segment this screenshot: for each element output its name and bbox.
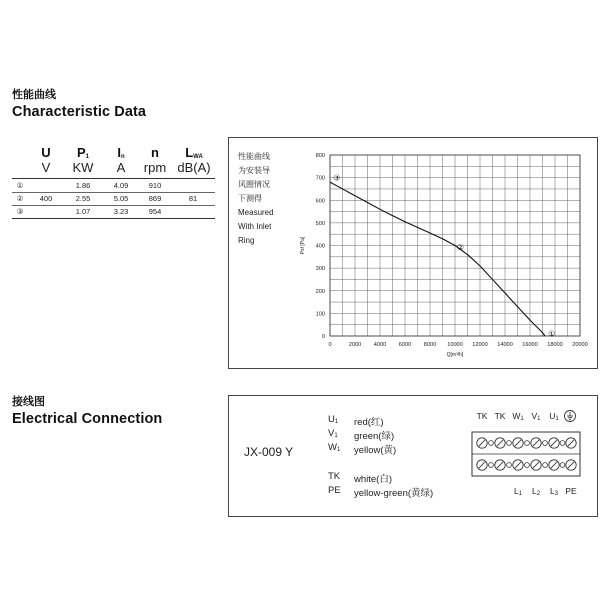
wire-symbol: V1	[328, 428, 338, 439]
wire-row-v1	[328, 428, 488, 442]
legend-line-7: Ring	[238, 236, 255, 245]
y-tick-label: 300	[315, 266, 325, 273]
wire-row-u1	[328, 414, 488, 428]
wire-symbol: TK	[328, 471, 341, 482]
row-1-p1: 1.86	[75, 181, 91, 190]
wire-description: white(白)	[354, 474, 393, 485]
x-tick-label: 4000	[373, 342, 387, 348]
x-tick-label: 8000	[423, 342, 437, 348]
wire-symbol: U1	[328, 414, 339, 425]
terminal-link-icon	[507, 441, 512, 446]
table-rule-bottom	[12, 218, 215, 219]
characteristic-en-title: Characteristic Data	[12, 104, 147, 120]
unit-v: V	[41, 160, 51, 175]
y-tick-label: 800	[315, 153, 325, 159]
x-tick-label: 12000	[472, 342, 488, 348]
terminal-link-icon	[543, 441, 548, 446]
row-2-in: 5.05	[113, 194, 129, 203]
terminal-link-icon	[525, 463, 530, 468]
legend-line-6: With Inlet	[238, 222, 272, 231]
row-2-n: 869	[148, 194, 162, 203]
wire-symbol: PE	[328, 485, 341, 496]
terminal-link-icon	[560, 441, 565, 446]
y-axis-label: Psf [Pa]	[300, 236, 306, 255]
x-tick-label: 20000	[572, 342, 588, 348]
fan-curve-line	[330, 182, 545, 336]
terminal-link-icon	[543, 463, 548, 468]
x-tick-label: 6000	[398, 342, 412, 348]
operating-point-label: ③	[333, 173, 341, 183]
legend-line-5: Measured	[238, 208, 274, 217]
terminal-label-v1: V1	[531, 411, 541, 422]
terminal-label-l1: L1	[513, 486, 523, 497]
x-tick-label: 2000	[348, 342, 362, 348]
wire-description: yellow-green(黄绿)	[354, 488, 434, 499]
wire-description: red(红)	[354, 417, 384, 428]
terminal-link-icon	[489, 463, 494, 468]
wire-description: yellow(黄)	[354, 445, 397, 456]
characteristic-cn-title: 性能曲线	[12, 89, 56, 101]
row-2-p1: 2.55	[75, 194, 91, 203]
x-tick-label: 14000	[497, 342, 513, 348]
row-3-n: 954	[148, 207, 162, 216]
y-tick-label: 400	[315, 243, 325, 250]
row-1-n: 910	[148, 181, 162, 190]
terminal-block	[468, 428, 584, 480]
row-3-marker: ③	[16, 207, 24, 216]
wire-row-w1	[328, 442, 488, 456]
model-number: JX-009 Y	[244, 445, 294, 459]
terminal-label-pe: PE	[565, 486, 577, 496]
header-p1: P1	[76, 145, 89, 160]
row-2-marker: ②	[16, 194, 24, 203]
row-3-in: 3.23	[113, 207, 129, 216]
electrical-cn-title: 接线图	[12, 396, 45, 408]
terminal-label-tk-1: TK	[476, 411, 488, 421]
terminal-label-tk-2: TK	[494, 411, 506, 421]
legend-line-1: 性能曲线	[238, 152, 270, 161]
terminal-label-l2: L2	[531, 486, 541, 497]
x-tick-label: 18000	[547, 342, 563, 348]
wire-symbol: W1	[328, 442, 341, 453]
operating-point-label: ②	[456, 243, 465, 253]
terminal-link-icon	[489, 441, 494, 446]
row-2-lwa: 81	[188, 194, 198, 203]
x-tick-label: 16000	[522, 342, 538, 348]
row-1-in: 4.09	[113, 181, 129, 190]
ground-icon	[563, 409, 577, 423]
terminal-label-u1: U1	[549, 411, 559, 422]
table-rule-2	[12, 205, 215, 206]
unit-a: A	[116, 160, 126, 175]
unit-rpm: rpm	[143, 160, 167, 175]
wire-row-pe	[328, 485, 488, 499]
terminal-label-l3: L3	[549, 486, 559, 497]
row-2-u: 400	[39, 194, 53, 203]
terminal-link-icon	[507, 463, 512, 468]
table-rule-1	[12, 192, 215, 193]
terminal-link-icon	[525, 441, 530, 446]
header-n: n	[151, 145, 159, 160]
row-1-marker: ①	[16, 181, 24, 190]
row-3-p1: 1.07	[75, 207, 91, 216]
y-tick-label: 700	[315, 175, 325, 182]
wire-row-tk	[328, 471, 488, 485]
wire-description: green(绿)	[354, 431, 395, 442]
terminal-link-icon	[560, 463, 565, 468]
y-tick-label: 0	[321, 334, 325, 340]
x-tick-label: 0	[328, 342, 332, 348]
legend-line-3: 风圈情况	[238, 180, 270, 189]
unit-dba: dB(A)	[177, 160, 211, 175]
y-tick-label: 200	[315, 288, 325, 295]
terminal-label-w1: W1	[512, 411, 524, 422]
operating-point-label: ①	[548, 329, 556, 339]
header-in: In	[117, 145, 125, 160]
y-tick-label: 600	[315, 198, 325, 205]
fan-curve-chart	[228, 137, 598, 369]
legend-line-4: 下测得	[238, 194, 262, 203]
header-lwa: LWA	[185, 145, 203, 160]
unit-kw: KW	[72, 160, 94, 175]
electrical-en-title: Electrical Connection	[12, 411, 163, 427]
header-u: U	[41, 145, 51, 160]
x-tick-label: 10000	[447, 342, 463, 348]
table-rule-top	[12, 178, 215, 179]
x-axis-label: Q[m³/h]	[446, 352, 464, 358]
y-tick-label: 500	[315, 220, 325, 227]
legend-line-2: 为安装导	[238, 166, 270, 175]
y-tick-label: 100	[315, 311, 325, 318]
